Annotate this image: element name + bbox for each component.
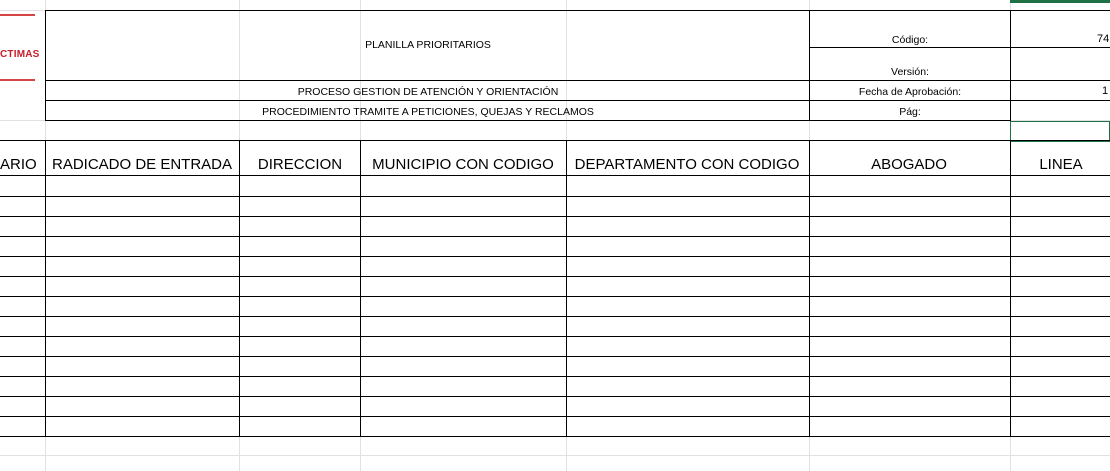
codigo-label: Código: [891,34,929,46]
table-row[interactable] [0,436,1110,437]
proceso-label: PROCESO GESTION DE ATENCIÓN Y ORIENTACIÓN [297,86,559,98]
logo-bottom-line [0,79,35,81]
column-header-abogado[interactable]: ABOGADO [871,156,947,173]
table-row[interactable] [0,376,1110,377]
table-row[interactable] [0,296,1110,297]
table-row[interactable] [0,276,1110,277]
codigo-value[interactable]: 74 [1097,33,1110,45]
version-label: Versión: [891,66,929,78]
column-header-municipio[interactable]: MUNICIPIO CON CODIGO [372,156,554,173]
logo-text: CTIMAS [0,49,40,60]
form-title: PLANILLA PRIORITARIOS [365,39,491,51]
table-row[interactable] [0,316,1110,317]
table-row[interactable] [0,196,1110,197]
table-row[interactable] [0,396,1110,397]
column-header-linea[interactable]: LINEA [1039,156,1083,173]
fecha-aprobacion-label: Fecha de Aprobación: [858,86,962,98]
column-header-departamento[interactable]: DEPARTAMENTO CON CODIGO [574,156,800,173]
column-header-ario[interactable]: ARIO [0,156,37,173]
pag-label: Pág: [899,106,921,118]
selected-cell[interactable] [1010,121,1110,142]
selected-cell-top-edge[interactable] [1010,0,1110,3]
table-row[interactable] [0,236,1110,237]
column-header-direccion[interactable]: DIRECCION [257,156,343,173]
logo-top-line [0,14,35,16]
table-row[interactable] [0,216,1110,217]
table-row[interactable] [0,356,1110,357]
table-row[interactable] [0,256,1110,257]
column-header-radicado[interactable]: RADICADO DE ENTRADA [51,156,233,173]
table-row[interactable] [0,336,1110,337]
procedimiento-label: PROCEDIMIENTO TRAMITE A PETICIONES, QUEJAS Y RECLAMOS [262,106,594,118]
table-row[interactable] [0,416,1110,417]
fecha-aprobacion-value[interactable]: 1 [1102,85,1109,97]
